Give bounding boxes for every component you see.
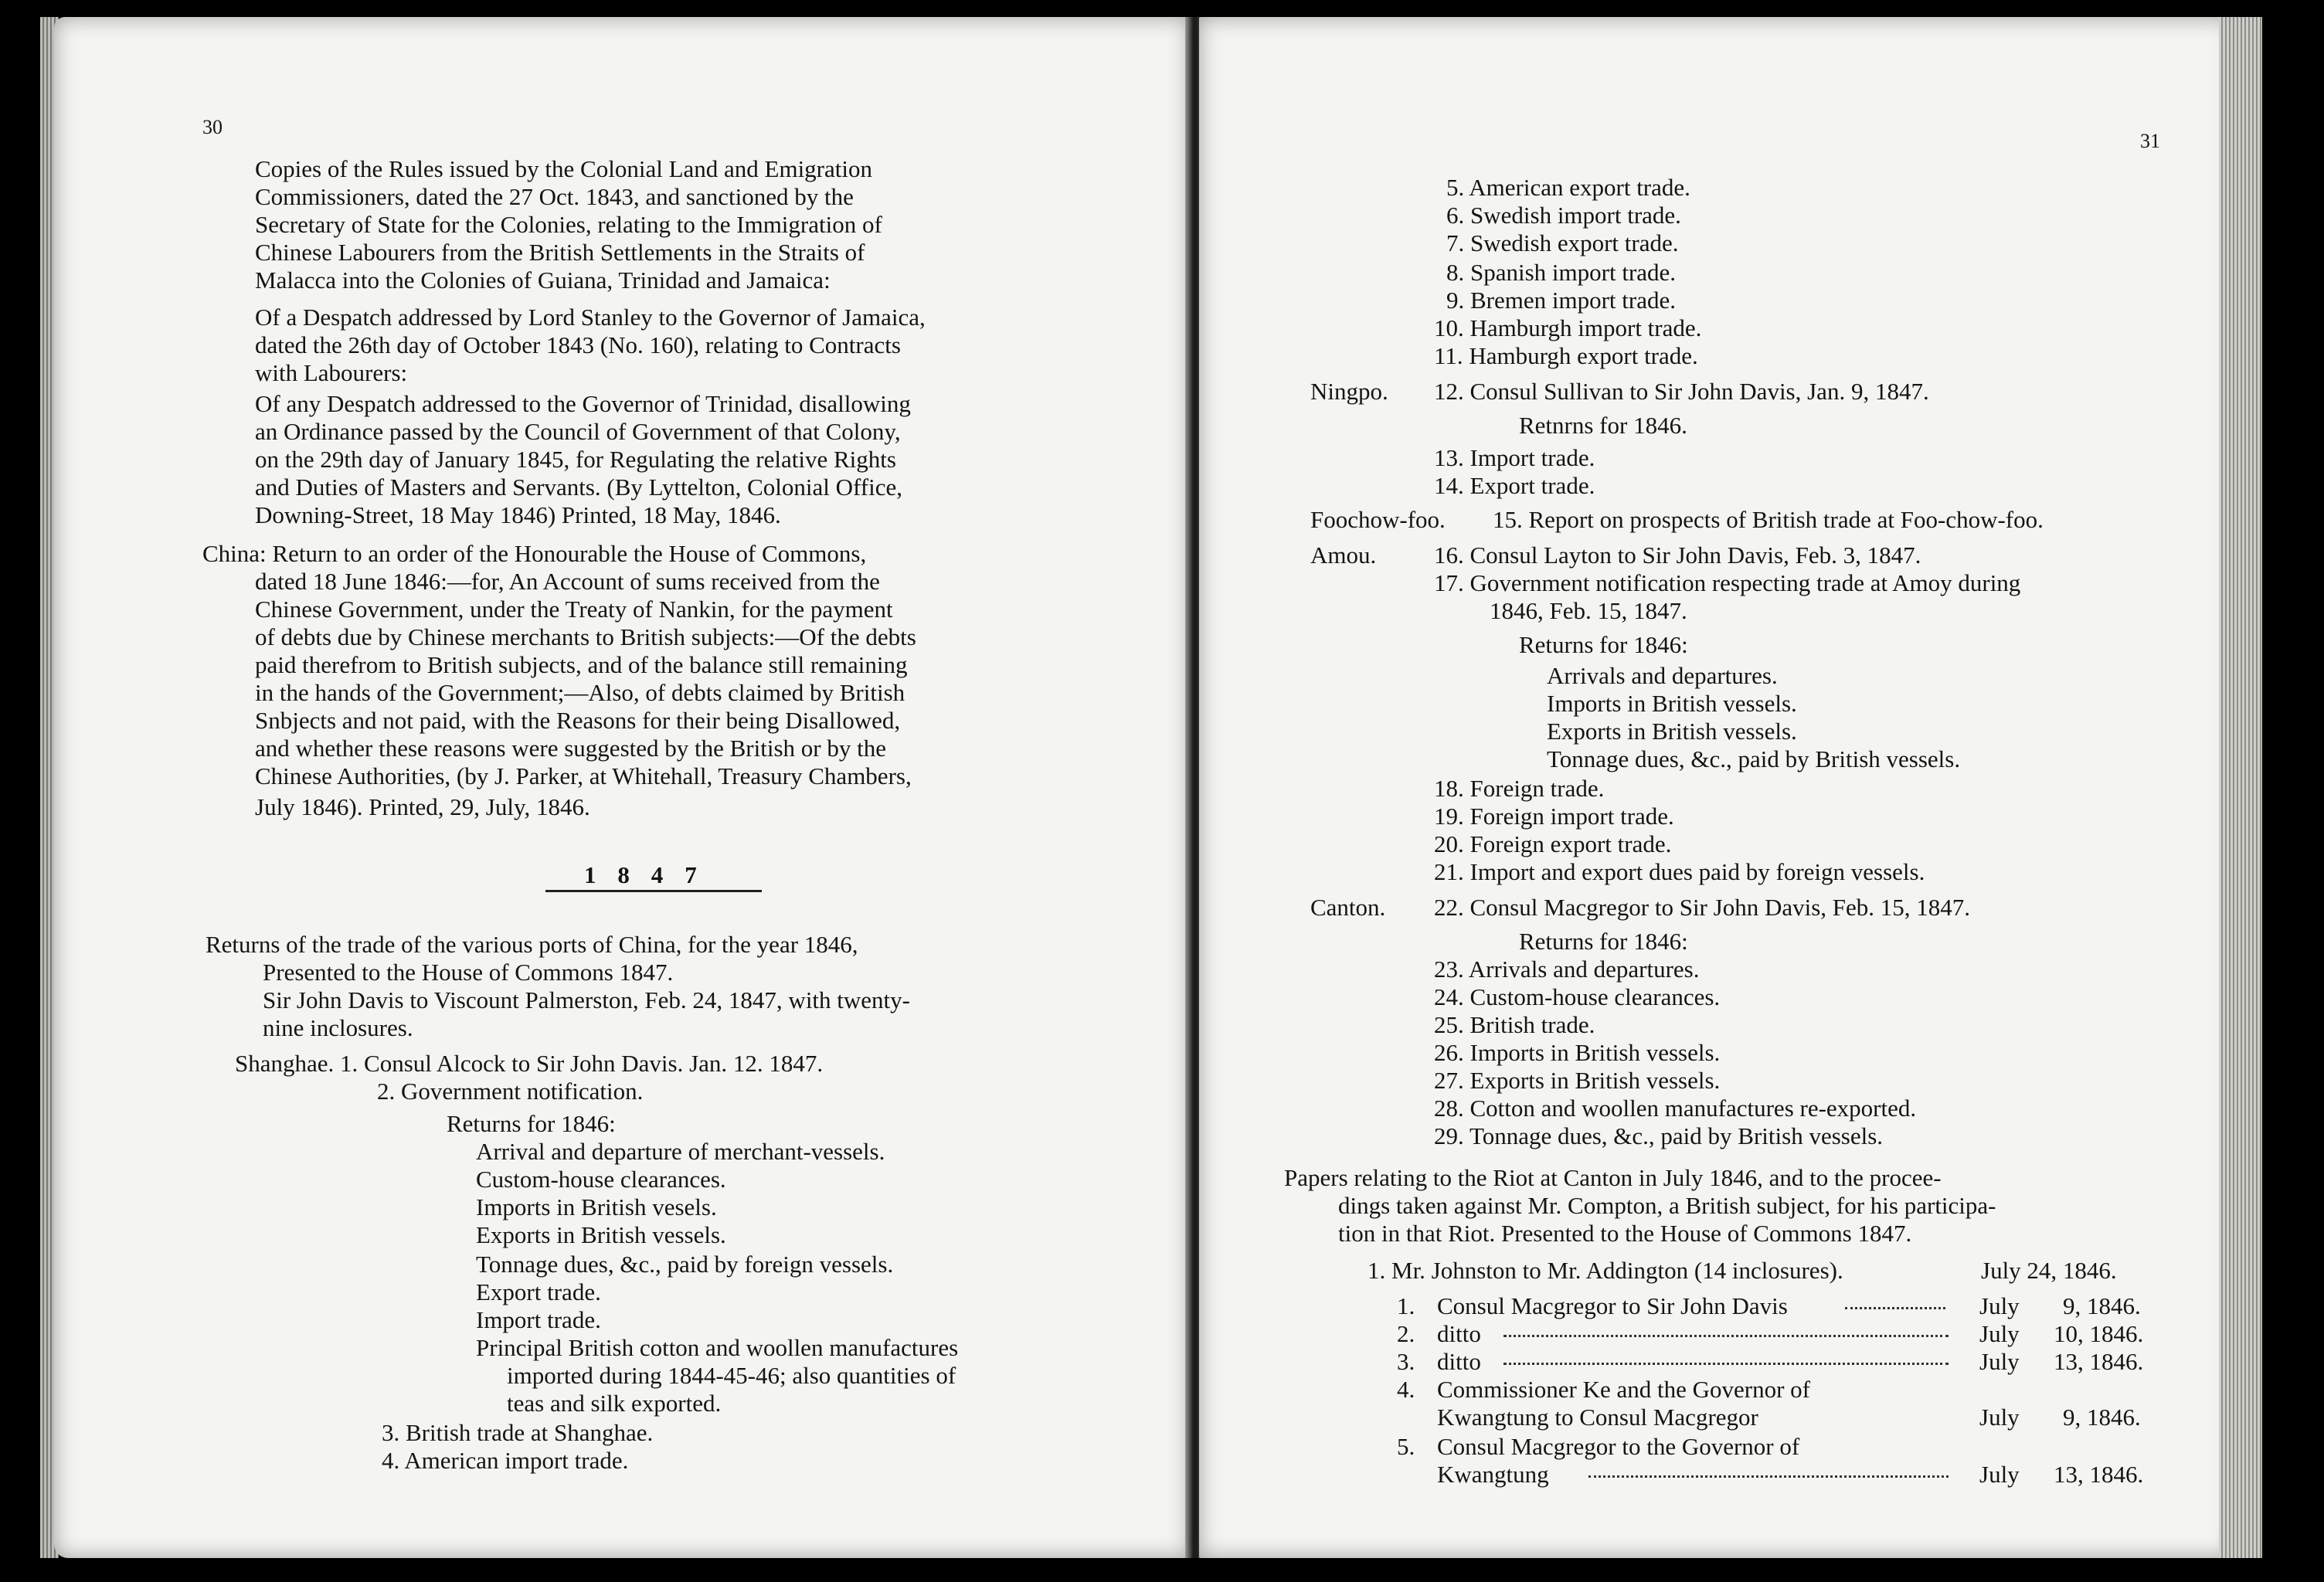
- inclosure-text: Consul Macgregor to Sir John Davis: [1437, 1292, 1788, 1319]
- text-line: 26. Imports in British vessels.: [1434, 1039, 1721, 1066]
- text-line: Returns for 1846:: [1519, 928, 1688, 955]
- text-line: 10. Hamburgh import trade.: [1434, 314, 1702, 341]
- leader-dots: [1588, 1461, 1949, 1488]
- inclosure-month: July: [1979, 1292, 2020, 1319]
- text-line: 11. Hamburgh export trade.: [1434, 342, 1698, 369]
- inclosure-month: July: [1979, 1461, 2020, 1488]
- text-line: 25. British trade.: [1434, 1011, 1595, 1038]
- heading-rule: [545, 890, 762, 892]
- text-line: 7. Swedish export trade.: [1446, 229, 1679, 256]
- text-line: Malacca into the Colonies of Guiana, Trinidad and Jamaica:: [255, 266, 831, 294]
- text-line: 17. Government notification respecting trade at Amoy during: [1434, 569, 2021, 596]
- inclosure-date: 13, 1846.: [2054, 1461, 2144, 1488]
- inclosure-number: 2.: [1397, 1320, 1415, 1347]
- text-line: Exports in British vessels.: [1547, 718, 1797, 745]
- text-line: 12. Consul Sullivan to Sir John Davis, Jan. 9, 1847.: [1434, 378, 1929, 405]
- page-number-right: 31: [2140, 130, 2160, 152]
- text-line: 28. Cotton and woollen manufactures re-exported.: [1434, 1095, 1917, 1122]
- leader-dots: [1503, 1321, 1949, 1347]
- text-line: Principal British cotton and woollen manufactures: [476, 1334, 959, 1361]
- text-line: 16. Consul Layton to Sir John Davis, Feb. 3, 1847.: [1434, 541, 1921, 569]
- text-line: Chinese Labourers from the British Settlements in the Straits of: [255, 239, 865, 266]
- text-line: tion in that Riot. Presented to the House of Commons 1847.: [1338, 1220, 1912, 1247]
- text-line: dated the 26th day of October 1843 (No. 160), relating to Contracts: [255, 331, 901, 358]
- text-line: Tonnage dues, &c., paid by foreign vessels.: [476, 1251, 894, 1278]
- text-line: Tonnage dues, &c., paid by British vessels.: [1547, 745, 1961, 772]
- text-line: on the 29th day of January 1845, for Regulating the relative Rights: [255, 446, 896, 473]
- text-line: 2. Government notification.: [377, 1078, 644, 1105]
- text-line: 15. Report on prospects of British trade at Foo-chow-foo.: [1493, 506, 2044, 533]
- text-line: Exports in British vessels.: [476, 1221, 726, 1248]
- inclosure-month: July: [1979, 1320, 2020, 1347]
- page-edge-right: [2219, 17, 2262, 1558]
- text-line: in the hands of the Government;—Also, of debts claimed by British: [255, 679, 905, 706]
- text-line: 3. British trade at Shanghae.: [382, 1419, 654, 1446]
- text-line: 29. Tonnage dues, &c., paid by British vessels.: [1434, 1122, 1884, 1149]
- text-line: 5. American export trade.: [1446, 174, 1690, 201]
- text-line: Export trade.: [476, 1278, 601, 1305]
- inclosure-text: Commissioner Ke and the Governor of: [1437, 1376, 1810, 1403]
- port-label: Canton.: [1310, 894, 1386, 921]
- text-line: Of a Despatch addressed by Lord Stanley to the Governor of Jamaica,: [255, 304, 926, 331]
- text-line: July 1846). Printed, 29, July, 1846.: [255, 793, 590, 820]
- inclosure-date: 9, 1846.: [2063, 1292, 2141, 1319]
- text-line: Returns for 1846:: [447, 1110, 616, 1137]
- text-line: 6. Swedish import trade.: [1446, 202, 1681, 229]
- text-line: paid therefrom to British subjects, and of the balance still remaining: [255, 651, 908, 678]
- text-line: 20. Foreign export trade.: [1434, 830, 1672, 857]
- text-line: with Labourers:: [255, 359, 408, 386]
- text-line: teas and silk exported.: [507, 1390, 722, 1417]
- text-line: Imports in British vesels.: [476, 1193, 717, 1220]
- text-line: and whether these reasons were suggested by the British or by the: [255, 735, 886, 762]
- inclosure-text: ditto: [1437, 1348, 1481, 1375]
- leader-dots: [1503, 1349, 1949, 1375]
- text-line: imported during 1844-45-46; also quantities of: [507, 1362, 956, 1389]
- page-number-left: 30: [202, 116, 223, 138]
- inclosure-month: July: [1979, 1404, 2020, 1431]
- port-label: Ningpo.: [1310, 378, 1388, 405]
- text-line: 19. Foreign import trade.: [1434, 803, 1674, 830]
- inclosure-text: Kwangtung: [1437, 1461, 1549, 1488]
- inclosure-number: 3.: [1397, 1348, 1415, 1375]
- text-line: China: Return to an order of the Honourable the House of Commons,: [202, 540, 867, 567]
- inclosure-number: 5.: [1397, 1433, 1415, 1460]
- text-line: Commissioners, dated the 27 Oct. 1843, and sanctioned by the: [255, 183, 854, 210]
- text-line: Custom-house clearances.: [476, 1166, 726, 1193]
- text-line: 1846, Feb. 15, 1847.: [1490, 597, 1687, 624]
- inclosure-month: July: [1979, 1348, 2020, 1375]
- text-line: Retnrns for 1846.: [1519, 412, 1687, 439]
- text-line: 22. Consul Macgregor to Sir John Davis, Feb. 15, 1847.: [1434, 894, 1971, 921]
- inclosure-number: 4.: [1397, 1376, 1415, 1403]
- text-line: Secretary of State for the Colonies, relating to the Immigration of: [255, 211, 882, 238]
- text-line: dings taken against Mr. Compton, a British subject, for his participa-: [1338, 1192, 1996, 1219]
- text-line: Import trade.: [476, 1306, 601, 1333]
- inclosure-date: 13, 1846.: [2054, 1348, 2144, 1375]
- text-line: Snbjects and not paid, with the Reasons for their being Disallowed,: [255, 707, 901, 734]
- text-line: dated 18 June 1846:—for, An Account of sums received from the: [255, 568, 880, 595]
- inclosure-date: 10, 1846.: [2054, 1320, 2144, 1347]
- port-label: Amou.: [1310, 541, 1377, 569]
- inclosure-number: 1.: [1397, 1292, 1415, 1319]
- date-text: July 24, 1846.: [1981, 1257, 2117, 1284]
- text-line: Papers relating to the Riot at Canton in July 1846, and to the procee-: [1284, 1164, 1942, 1191]
- text-line: Arrival and departure of merchant-vessels.: [476, 1138, 885, 1165]
- port-label: Foochow-foo.: [1310, 506, 1446, 533]
- text-line: Downing-Street, 18 May 1846) Printed, 18 May, 1846.: [255, 501, 781, 528]
- text-line: Shanghae. 1. Consul Alcock to Sir John Davis. Jan. 12. 1847.: [235, 1050, 824, 1077]
- inclosure-text: ditto: [1437, 1320, 1481, 1347]
- text-line: 27. Exports in British vessels.: [1434, 1067, 1721, 1094]
- inclosure-text: Consul Macgregor to the Governor of: [1437, 1433, 1800, 1460]
- text-line: Arrivals and departures.: [1547, 662, 1778, 689]
- text-line: Returns for 1846:: [1519, 631, 1688, 658]
- text-line: and Duties of Masters and Servants. (By Lyttelton, Colonial Office,: [255, 474, 902, 501]
- leader-dots: [1845, 1293, 1945, 1319]
- text-line: 14. Export trade.: [1434, 472, 1595, 499]
- inclosure-text: Kwangtung to Consul Macgregor: [1437, 1404, 1758, 1431]
- text-line: Presented to the House of Commons 1847.: [263, 959, 674, 986]
- inclosure-date: 9, 1846.: [2063, 1404, 2141, 1431]
- text-line: 1. Mr. Johnston to Mr. Addington (14 inclosures).: [1368, 1257, 1843, 1284]
- text-line: nine inclosures.: [263, 1014, 413, 1041]
- text-line: an Ordinance passed by the Council of Government of that Colony,: [255, 418, 901, 445]
- text-line: 21. Import and export dues paid by foreign vessels.: [1434, 858, 1925, 885]
- text-line: Copies of the Rules issued by the Colonial Land and Emigration: [255, 155, 872, 182]
- text-line: Sir John Davis to Viscount Palmerston, Feb. 24, 1847, with twenty-: [263, 986, 910, 1013]
- text-line: of debts due by Chinese merchants to British subjects:—Of the debts: [255, 623, 916, 650]
- text-line: Chinese Authorities, (by J. Parker, at Whitehall, Treasury Chambers,: [255, 762, 912, 789]
- text-line: Imports in British vessels.: [1547, 690, 1797, 717]
- text-line: Chinese Government, under the Treaty of Nankin, for the payment: [255, 596, 893, 623]
- text-line: Of any Despatch addressed to the Governor of Trinidad, disallowing: [255, 390, 911, 417]
- text-line: 18. Foreign trade.: [1434, 775, 1605, 802]
- text-line: Returns of the trade of the various ports of China, for the year 1846,: [206, 931, 858, 958]
- text-line: 9. Bremen import trade.: [1446, 287, 1676, 314]
- text-line: 24. Custom-house clearances.: [1434, 983, 1721, 1010]
- text-line: 23. Arrivals and departures.: [1434, 956, 1700, 983]
- text-line: 13. Import trade.: [1434, 444, 1595, 471]
- year-heading: 1847: [584, 861, 719, 888]
- text-line: 8. Spanish import trade.: [1446, 259, 1677, 286]
- text-line: 4. American import trade.: [382, 1447, 629, 1474]
